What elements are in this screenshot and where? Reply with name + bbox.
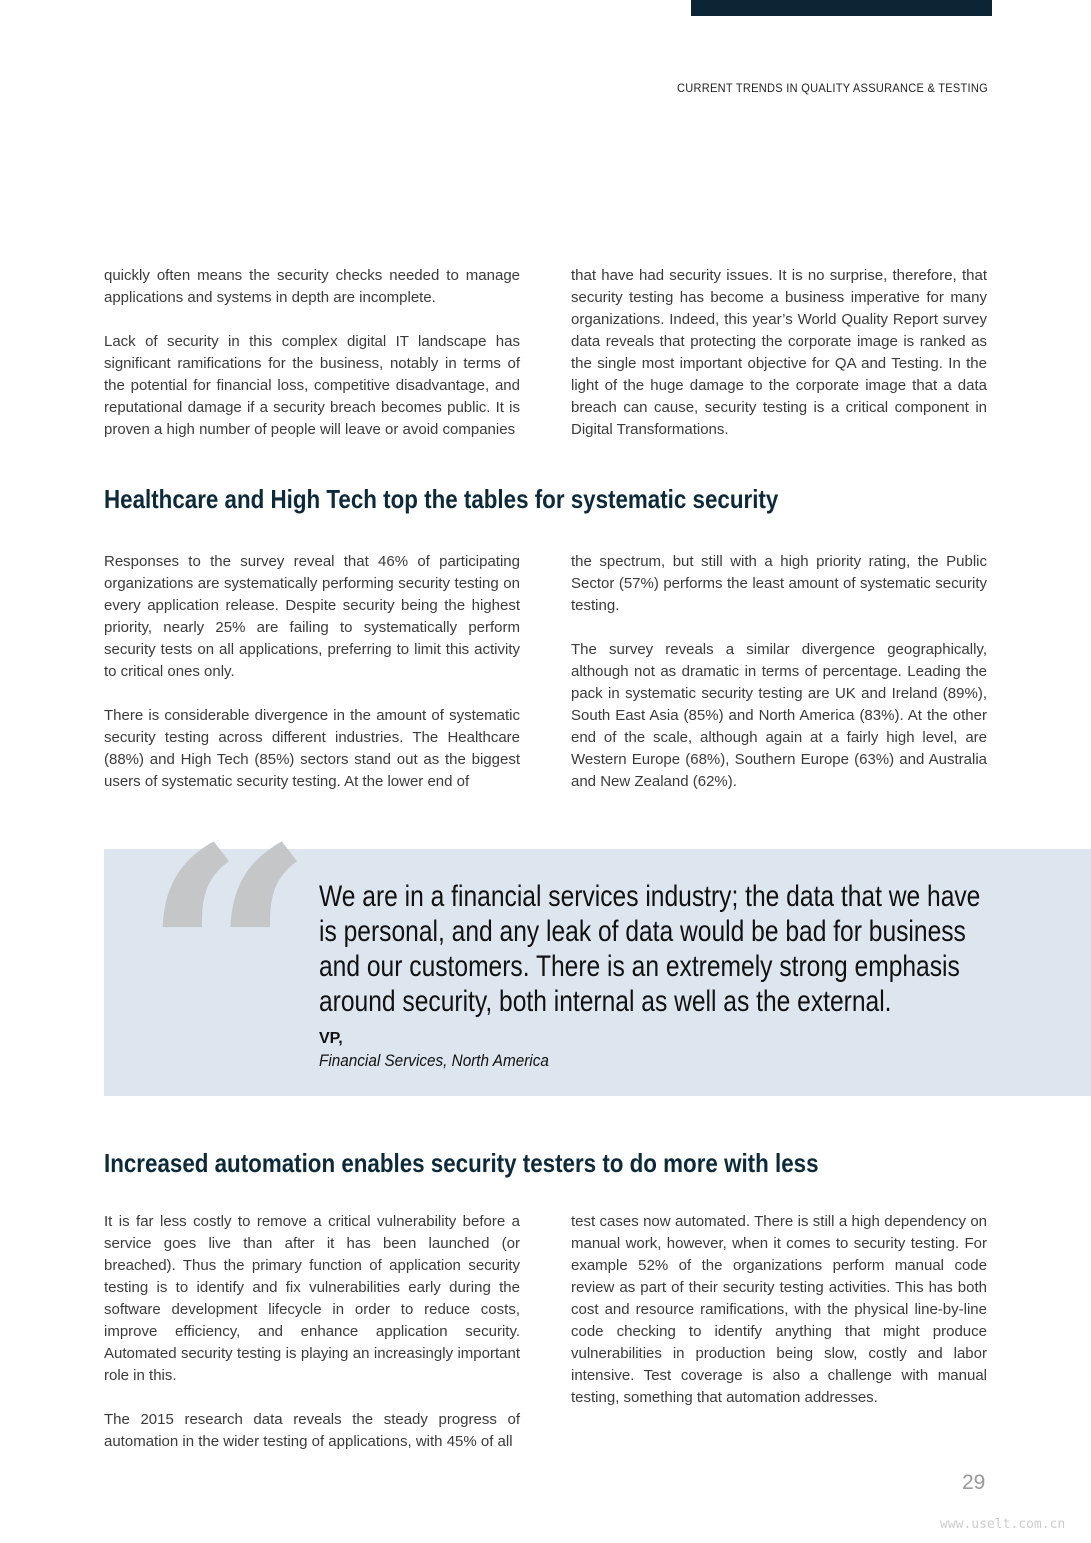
paragraph: Responses to the survey reveal that 46% of participating organizations are systematically performing security testing on every application release. Despite security being the highest priority, nearly 25% are failing to systematically perform security tests on all applications, preferring to limit this activity to critical ones only.	[104, 553, 520, 680]
quote-text: We are in a financial services industry; the data that we have is personal, and any leak of data would be bad for business and our customers. There is an extremely strong emphasis around security, both internal as well as the external.	[319, 880, 981, 1018]
quote-author: VP,	[319, 1030, 343, 1047]
paragraph: It is far less costly to remove a critical vulnerability before a service goes live than after it has been launched (or breached). Thus the primary function of application security testing is to identify and fix vulnerabilities early during the software development lifecycle in order to reduce costs, improve efficiency, and enhance application security. Automated security testing is playing an increasingly important role in this.	[104, 1213, 520, 1384]
section2-left-column	[104, 551, 520, 815]
running-title: CURRENT TRENDS IN QUALITY ASSURANCE & TESTING	[677, 81, 988, 95]
section2-right-column	[571, 551, 987, 815]
section1-left-column	[104, 265, 520, 463]
section-heading: Healthcare and High Tech top the tables for systematic security	[104, 484, 779, 514]
section3-left-column	[104, 1211, 520, 1475]
section1-right-column	[571, 265, 987, 463]
section3-right-column	[571, 1211, 987, 1431]
paragraph: test cases now automated. There is still a high dependency on manual work, however, when it comes to security testing. For example 52% of the organizations perform manual code review as part of their security testing activities. This has both cost and resource ramifications, with the physical line-by-line code checking to identify anything that might produce vulnerabilities in production being slow, costly and labor intensive. Test coverage is also a challenge with manual testing, something that automation addresses.	[571, 1213, 987, 1406]
paragraph: Lack of security in this complex digital IT landscape has significant ramifications for the business, notably in terms of the potential for financial loss, competitive disadvantage, and reputational damage if a security breach becomes public. It is proven a high number of people will leave or avoid companies	[104, 333, 520, 438]
paragraph: There is considerable divergence in the amount of systematic security testing across different industries. The Healthcare (88%) and High Tech (85%) sectors stand out as the biggest users of systematic security testing. At the lower end of	[104, 707, 520, 790]
header-bar	[691, 0, 992, 16]
quote-organization: Financial Services, North America	[319, 1051, 549, 1070]
quote-mark-icon: “	[142, 782, 315, 1135]
paragraph: The 2015 research data reveals the steady progress of automation in the wider testing of applications, with 45% of all	[104, 1411, 520, 1450]
pull-quote	[104, 782, 1091, 1135]
paragraph: quickly often means the security checks needed to manage applications and systems in depth are incomplete.	[104, 267, 520, 306]
section-heading: Increased automation enables security testers to do more with less	[104, 1148, 819, 1178]
paragraph: the spectrum, but still with a high priority rating, the Public Sector (57%) performs the least amount of systematic security testing.	[571, 553, 987, 614]
paragraph: The survey reveals a similar divergence geographically, although not as dramatic in terms of percentage. Leading the pack in systematic security testing are UK and Ireland (89%), South East Asia (85%) and North America (83%). At the other end of the scale, although again at a fairly high level, are Western Europe (68%), Southern Europe (63%) and Australia and New Zealand (62%).	[571, 641, 987, 790]
paragraph: that have had security issues. It is no surprise, therefore, that security testing has become a business imperative for many organizations. Indeed, this year’s World Quality Report survey data reveals that protecting the corporate image is ranked as the single most important objective for QA and Testing. In the light of the huge damage to the corporate image that a data breach can cause, security testing is a critical component in Digital Transformations.	[571, 267, 987, 438]
watermark: www.uselt.com.cn	[940, 1517, 1066, 1532]
page-number: 29	[962, 1471, 986, 1494]
